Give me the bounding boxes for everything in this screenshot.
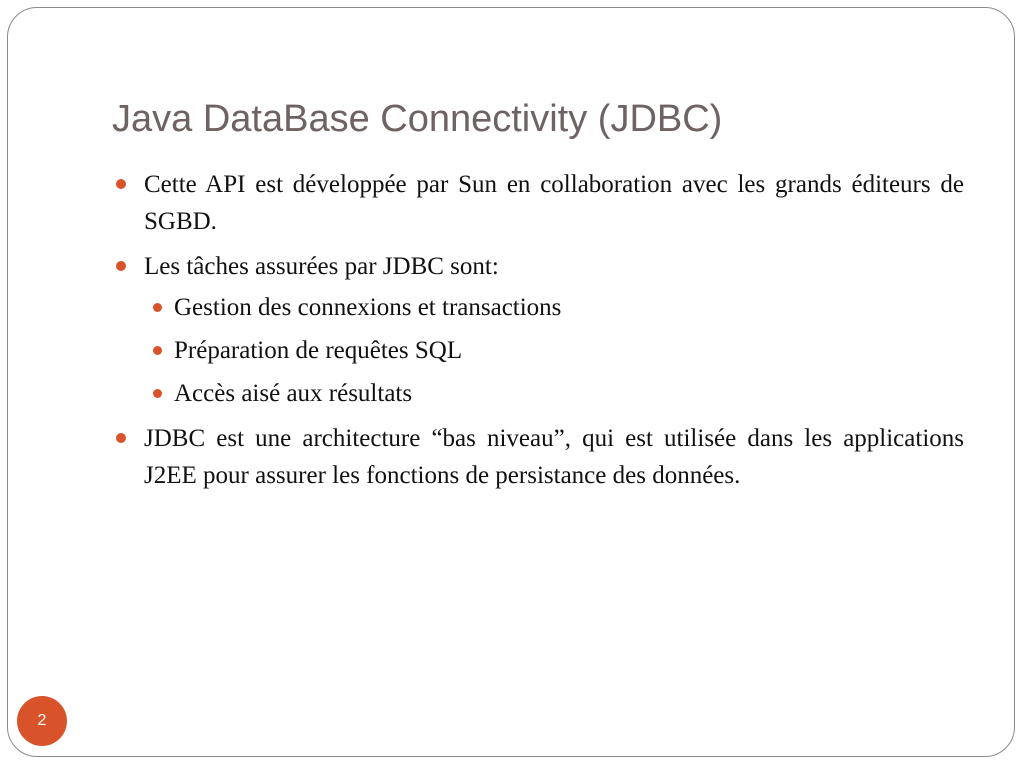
bullet-dot-icon [116, 433, 126, 443]
bullet-item [112, 248, 964, 285]
bullet-item [112, 166, 964, 240]
sub-bullet-item [112, 375, 964, 412]
page-number-badge: 2 [17, 696, 67, 746]
bullet-dot-icon [153, 303, 162, 312]
sub-bullet-text: Préparation de requêtes SQL [174, 337, 463, 364]
bullet-dot-icon [153, 346, 162, 355]
bullet-dot-icon [116, 261, 126, 271]
bullet-text: Cette API est développée par Sun en collaboration avec les grands éditeurs de SGBD. [144, 171, 964, 235]
bullet-text: Les tâches assurées par JDBC sont: [144, 253, 499, 280]
bullet-item [112, 420, 964, 494]
bullet-text: JDBC est une architecture “bas niveau”, qui est utilisée dans les applications J2EE pour assurer les fonctions de persistance des données. [144, 425, 964, 489]
bullet-dot-icon [153, 389, 162, 398]
bullet-dot-icon [116, 179, 126, 189]
slide-title: Java DataBase Connectivity (JDBC) [112, 98, 723, 140]
sub-bullet-item [112, 289, 964, 326]
sub-bullet-text: Gestion des connexions et transactions [174, 294, 562, 321]
sub-bullet-item [112, 332, 964, 369]
sub-bullet-text: Accès aisé aux résultats [174, 380, 413, 407]
slide-content [112, 166, 964, 502]
